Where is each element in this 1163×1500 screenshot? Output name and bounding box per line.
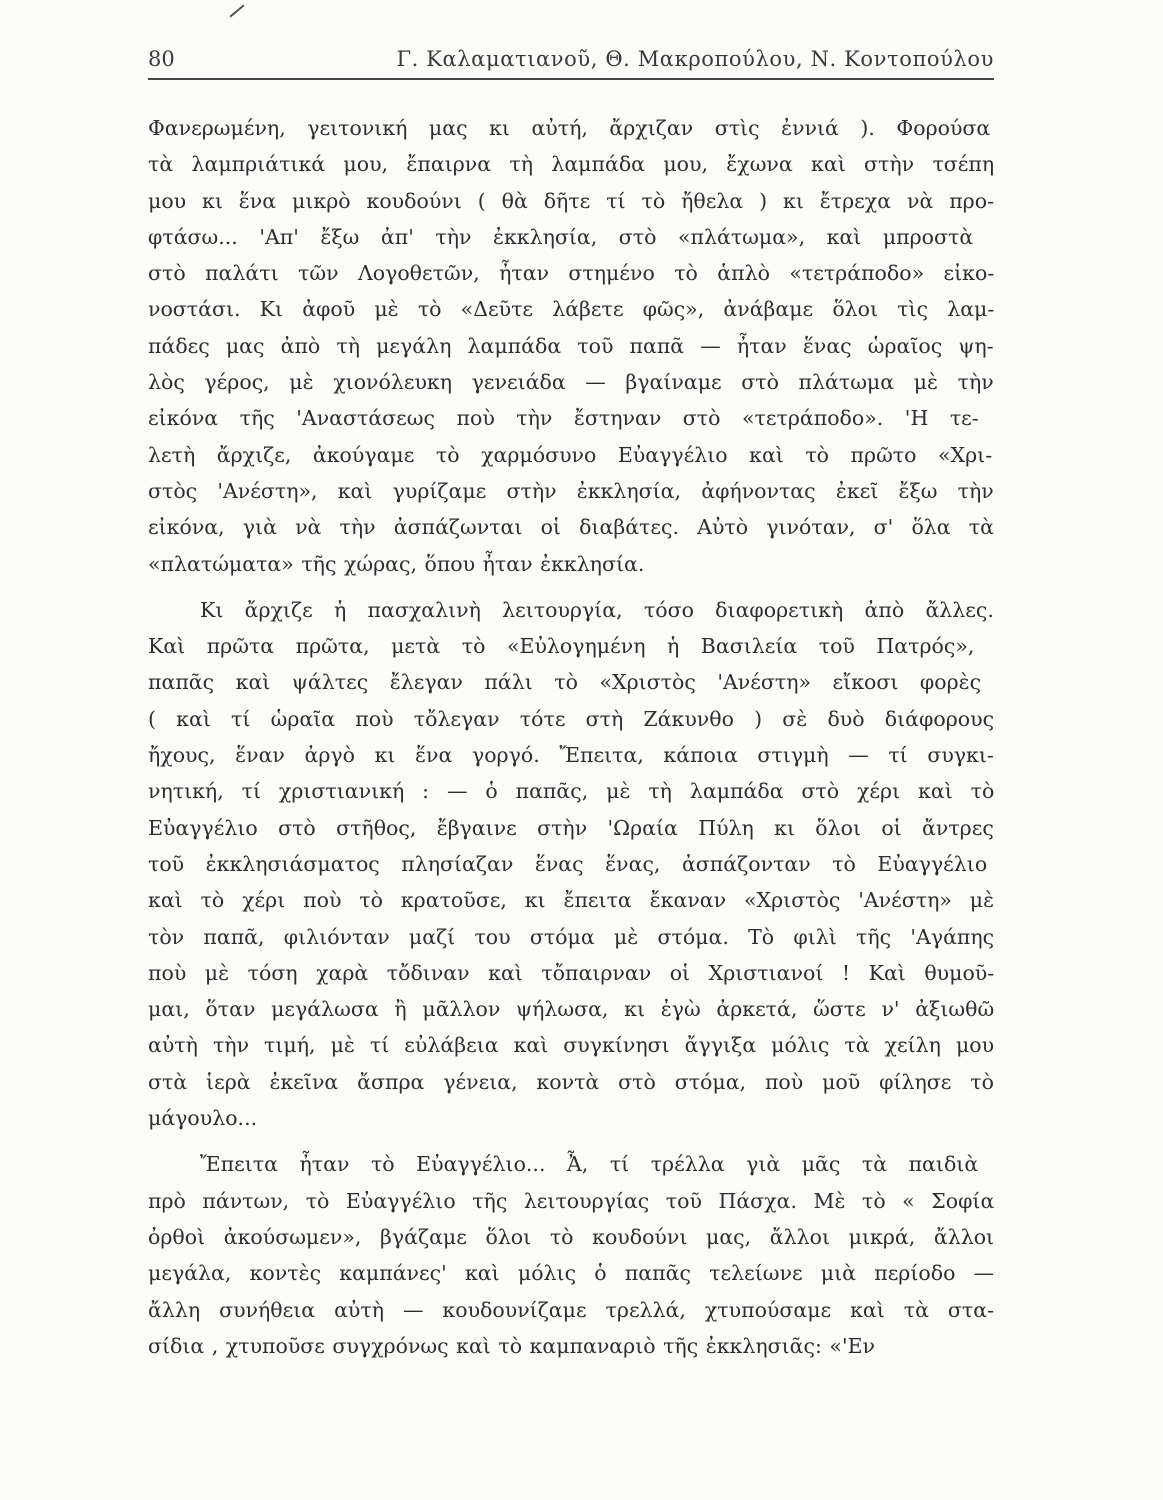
text-line: μου κι ἕνα μικρὸ κουδούνι ( θὰ δῆτε τί τὸ ἤθελα ) κι ἔτρεχα νὰ προ- <box>148 188 994 213</box>
text-line: ποὺ μὲ τόση χαρὰ τὄδιναν καὶ τὄπαιρναν οἱ Χριστιανοί ! Καὶ θυμοῦ- <box>148 960 995 985</box>
page-number: 80 <box>148 47 175 71</box>
text-line: νοστάσι. Κι ἀφοῦ μὲ τὸ «Δεῦτε λάβετε φῶς», ἀνάβαμε ὅλοι τὶς λαμ- <box>148 297 995 322</box>
text-line: Εὐαγγέλιο στὸ στῆθος, ἔβγαινε στὴν 'Ωραία Πύλη κι ὅλοι οἱ ἄντρες <box>148 815 994 840</box>
paragraph <box>148 110 994 582</box>
text-line: ἤχους, ἕναν ἀργὸ κι ἕνα γοργό. Ἔπειτα, κάποια στιγμὴ — τί συγκι- <box>148 743 994 768</box>
paragraph-gap <box>148 582 994 592</box>
text-line: παπᾶς καὶ ψάλτες ἔλεγαν πάλι τὸ «Χριστὸς 'Ανέστη» εἴκοσι φορὲς <box>148 670 982 695</box>
text-line: μαι, ὅταν μεγάλωσα ἢ μᾶλλον ψήλωσα, κι ἐγὼ ἀρκετά, ὥστε ν' ἀξιωθῶ <box>148 997 995 1022</box>
text-line: φτάσω... 'Απ' ἔξω ἀπ' τὴν ἐκκλησία, στὸ «πλάτωμα», καὶ μπροστὰ <box>148 224 974 249</box>
text-line: εἰκόνα, γιὰ νὰ τὴν ἀσπάζωνται οἱ διαβάτες. Αὐτὸ γινόταν, σ' ὅλα τὰ <box>148 515 994 540</box>
text-line: νητική, τί χριστιανική : — ὁ παπᾶς, μὲ τὴ λαμπάδα στὸ χέρι καὶ τὸ <box>148 779 995 804</box>
text-line: πρὸ πάντων, τὸ Εὐαγγέλιο τῆς λειτουργίας τοῦ Πάσχα. Μὲ τὸ « Σοφία <box>148 1188 995 1213</box>
body-text <box>148 110 994 1364</box>
text-line: Κι ἄρχιζε ἡ πασχαλινὴ λειτουργία, τόσο διαφορετικὴ ἀπὸ ἄλλες. <box>200 597 994 622</box>
paragraph-gap <box>148 1136 994 1146</box>
text-line: σίδια , χτυποῦσε συγχρόνως καὶ τὸ καμπαναριὸ τῆς ἐκκλησιᾶς: «'Εν <box>148 1333 876 1358</box>
paragraph <box>148 592 994 1136</box>
text-line: λὸς γέρος, μὲ χιονόλευκη γενειάδα — βγαίναμε στὸ πλάτωμα μὲ τὴν <box>148 370 994 395</box>
text-line: εἰκόνα τῆς 'Αναστάσεως ποὺ τὴν ἔστηναν στὸ «τετράποδο». 'Η τε- <box>148 406 979 431</box>
text-line: λετὴ ἄρχιζε, ἀκούγαμε τὸ χαρμόσυνο Εὐαγγέλιο καὶ τὸ πρῶτο «Χρι- <box>148 442 993 467</box>
header-authors: Γ. Καλαματιανοῦ, Θ. Μακροπούλου, Ν. Κοντοπούλου <box>396 47 994 71</box>
text-line: Καὶ πρῶτα πρῶτα, μετὰ τὸ «Εὐλογημένη ἡ Βασιλεία τοῦ Πατρός», <box>148 634 975 659</box>
text-line: ὀρθοὶ ἀκούσωμεν», βγάζαμε ὅλοι τὸ κουδούνι μας, ἄλλοι μικρά, ἄλλοι <box>148 1224 995 1249</box>
text-line: Φανερωμένη, γειτονική μας κι αὐτή, ἄρχιζαν στὶς ἐννιά ). Φορούσα <box>148 116 991 140</box>
text-line: στὸς 'Ανέστη», καὶ γυρίζαμε στὴν ἐκκλησία, ἀφήνοντας ἐκεῖ ἔξω τὴν <box>148 478 994 503</box>
text-line: αὐτὴ τὴν τιμή, μὲ τί εὐλάβεια καὶ συγκίνησι ἄγγιξα μόλις τὰ χείλη μου <box>148 1033 995 1058</box>
text-line: ( καὶ τί ὡραῖα ποὺ τὄλεγαν τότε στὴ Ζάκυνθο ) σὲ δυὸ διάφορους <box>148 706 995 731</box>
text-line: τοῦ ἐκκλησιάσματος πλησίαζαν ἕνας ἕνας, ἀσπάζονταν τὸ Εὐαγγέλιο <box>148 851 988 876</box>
text-line: τὸν παπᾶ, φιλιόνταν μαζί του στόμα μὲ στόμα. Τὸ φιλὶ τῆς 'Αγάπης <box>148 924 995 949</box>
pencil-mark <box>229 4 244 17</box>
text-line: καὶ τὸ χέρι ποὺ τὸ κρατοῦσε, κι ἔπειτα ἔκαναν «Χριστὸς 'Ανέστη» μὲ <box>148 888 995 913</box>
paragraph <box>148 1146 994 1364</box>
text-line: μεγάλα, κοντὲς καμπάνες' καὶ μόλις ὁ παπᾶς τελείωνε μιὰ περίοδο — <box>148 1261 995 1286</box>
text-line: ἄλλη συνήθεια αὐτὴ — κουδουνίζαμε τρελλά, χτυπούσαμε καὶ τὰ στα- <box>148 1297 995 1322</box>
text-line: τὰ λαμπριάτικά μου, ἔπαιρνα τὴ λαμπάδα μου, ἔχωνα καὶ στὴν τσέπη <box>148 152 995 177</box>
header-rule <box>148 78 994 80</box>
text-line: στὸ παλάτι τῶν Λογοθετῶν, ἦταν στημένο τὸ ἁπλὸ «τετράποδο» εἰκο- <box>148 261 995 286</box>
text-line: πάδες μας ἀπὸ τὴ μεγάλη λαμπάδα τοῦ παπᾶ — ἦταν ἕνας ὡραῖος ψη- <box>148 333 994 358</box>
text-line: μάγουλο... <box>148 1106 258 1131</box>
text-line: «πλατώματα» τῆς χώρας, ὅπου ἦταν ἐκκλησία. <box>148 551 645 576</box>
text-line: στὰ ἱερὰ ἐκεῖνα ἄσπρα γένεια, κοντὰ στὸ στόμα, ποὺ μοῦ φίλησε τὸ <box>148 1069 994 1094</box>
running-head <box>148 44 994 78</box>
text-line: Ἔπειτα ἦταν τὸ Εὐαγγέλιο... Ἆ, τί τρέλλα γιὰ μᾶς τὰ παιδιὰ <box>200 1152 979 1177</box>
